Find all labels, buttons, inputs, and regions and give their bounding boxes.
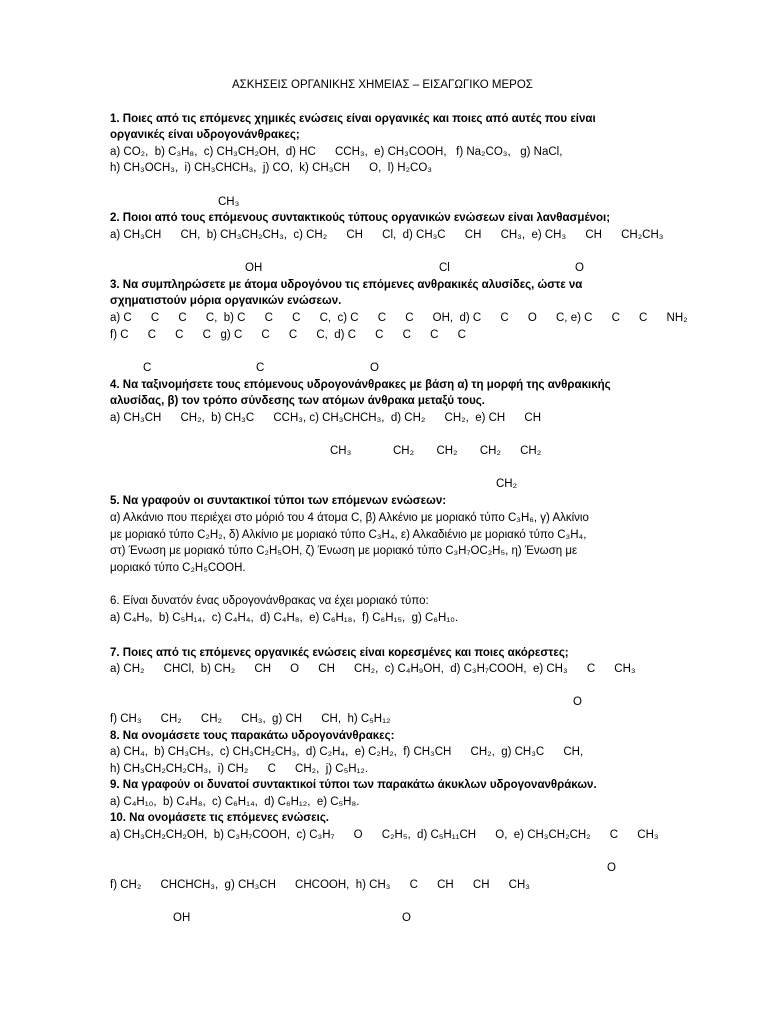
exercise-9-question: 9. Να γραφούν οι δυνατοί συντακτικοί τύποι των παρακάτω άκυκλων υδρογονανθράκων. <box>110 779 597 791</box>
exercise-3-question: 3. Να συμπληρώσετε με άτομα υδρογόνου τις επόμενες ανθρακικές αλυσίδες, ώστε να <box>110 279 583 291</box>
exercise-3-substituent-c2: C <box>256 362 265 374</box>
exercise-4-ring-ch2-bottom: CH₂ <box>496 478 518 490</box>
exercise-4-substituent-ch3: CH₃ <box>330 445 352 457</box>
exercise-6-items: a) C₄H₉, b) C₅H₁₄, c) C₄H₄, d) C₄H₈, e) C₆H₁₈, f) C₆H₁₅, g) C₆H₁₀. <box>110 612 459 624</box>
exercise-1-items-h: h) CH₃OCH₃, i) CH₃CHCH₃, j) CO, k) CH₃CH O, l) H₂CO₃ <box>110 162 432 174</box>
exercise-10-items-f: f) CH₂ CHCHCH₃, g) CH₃CH CHCOOH, h) CH₃ C CH CH CH₃ <box>110 879 530 891</box>
exercise-9-items: a) C₄H₁₀, b) C₄H₈, c) C₆H₁₄, d) C₆H₁₂, e) C₅H₈. <box>110 796 360 808</box>
exercise-3-substituent-o: O <box>370 362 379 374</box>
exercise-7-items-f: f) CH₃ CH₂ CH₂ CH₃, g) CH CH, h) C₅H₁₂ <box>110 713 391 725</box>
exercise-4-items: a) CH₃CH CH₂, b) CH₃C CCH₃, c) CH₃CHCH₃, d) CH₂ CH₂, e) CH CH <box>110 412 542 424</box>
exercise-3-items-a: a) C C C C, b) C C C C, c) C C C OH, d) C C O C, e) C C C NH₂ <box>110 312 688 324</box>
exercise-10-substituent-oh: OH <box>173 912 191 924</box>
exercise-5-question: 5. Να γραφούν οι συντακτικοί τύποι των επόμενων ενώσεων: <box>110 495 447 507</box>
exercise-2-substituent-o: O <box>575 262 584 274</box>
exercise-10-items-a: a) CH₃CH₂CH₂OH, b) C₃H₇COOH, c) C₃H₇ O C₂H₅, d) C₅H₁₁CH O, e) CH₃CH₂CH₂ C CH₃ <box>110 829 659 841</box>
exercise-4-ring-ch2: CH₂ CH₂ CH₂ CH₂ <box>393 445 542 457</box>
exercise-10-substituent-o: O <box>607 862 616 874</box>
exercise-4-question: 4. Να ταξινομήσετε τους επόμενους υδρογονάνθρακες με βάση α) τη μορφή της ανθρακικής <box>110 379 611 391</box>
exercise-7-substituent-o: O <box>573 696 582 708</box>
exercise-1-items-a: a) CO₂, b) C₃H₈, c) CH₃CH₂OH, d) HC CCH₃, e) CH₃COOH, f) Na₂CO₃, g) NaCl, <box>110 146 563 158</box>
exercise-3-substituent-c1: C <box>143 362 152 374</box>
exercise-8-items-a: a) CH₄, b) CH₃CH₃, c) CH₃CH₂CH₃, d) C₂H₄, e) C₂H₂, f) CH₃CH CH₂, g) CH₃C CH, <box>110 746 584 758</box>
exercise-3-question-cont: σχηματιστούν μόρια οργανικών ενώσεων. <box>110 295 342 307</box>
exercise-2-substituent-cl: Cl <box>439 262 450 274</box>
exercise-10-substituent-o2: O <box>402 912 411 924</box>
exercise-2-substituent-oh: OH <box>245 262 263 274</box>
exercise-8-items-h: h) CH₃CH₂CH₂CH₃, i) CH₂ C CH₂, j) C₅H₁₂. <box>110 763 369 775</box>
exercise-3-items-f: f) C C C C g) C C C C, d) C C C C C <box>110 329 466 341</box>
exercise-7-items-a: a) CH₂ CHCl, b) CH₂ CH O CH CH₂, c) C₄H₉OH, d) C₃H₇COOH, e) CH₃ C CH₃ <box>110 663 636 675</box>
page-title: ΑΣΚΗΣΕΙΣ ΟΡΓΑΝΙΚΗΣ ΧΗΜΕΙΑΣ – ΕΙΣΑΓΩΓΙΚΟ ΜΕΡΟΣ <box>232 79 533 91</box>
exercise-4-question-cont: αλυσίδας, β) τον τρόπο σύνδεσης των ατόμων άνθρακα μεταξύ τους. <box>110 395 485 407</box>
exercise-5-text-2: με μοριακό τύπο C₂H₂, δ) Αλκίνιο με μοριακό τύπο C₃H₄, ε) Αλκαδιένιο με μοριακό τύπο C₃H₄, <box>110 529 587 541</box>
exercise-2-substituent: CH₃ <box>218 196 240 208</box>
exercise-1-question: 1. Ποιες από τις επόμενες χημικές ενώσεις είναι οργανικές και ποιες από αυτές που είναι <box>110 113 596 125</box>
exercise-2-question: 2. Ποιοι από τους επόμενους συντακτικούς τύπους οργανικών ενώσεων είναι λανθασμένοι; <box>110 212 611 224</box>
exercise-5-text-1: α) Αλκάνιο που περιέχει στο μόριό του 4 άτομα C, β) Αλκένιο με μοριακό τύπο C₃H₆, γ) Αλκίνιο <box>110 512 589 524</box>
exercise-5-text-3: στ) Ένωση με μοριακό τύπο C₂H₅OH, ζ) Ένωση με μοριακό τύπο C₃H₇OC₂H₅, η) Ένωση με <box>110 545 578 557</box>
exercise-6-question: 6. Είναι δυνατόν ένας υδρογονάνθρακας να έχει μοριακό τύπο: <box>110 595 429 607</box>
exercise-8-question: 8. Να ονομάσετε τους παρακάτω υδρογονάνθρακες: <box>110 730 395 742</box>
exercise-2-items: a) CH₃CH CH, b) CH₃CH₂CH₃, c) CH₂ CH Cl, d) CH₃C CH CH₃, e) CH₃ CH CH₂CH₃ <box>110 229 664 241</box>
exercise-7-question: 7. Ποιες από τις επόμενες οργανικές ενώσεις είναι κορεσμένες και ποιες ακόρεστες; <box>110 647 569 659</box>
exercise-5-text-4: μοριακό τύπο C₂H₅COOH. <box>110 562 246 574</box>
exercise-10-question: 10. Να ονομάσετε τις επόμενες ενώσεις. <box>110 812 329 824</box>
exercise-1-question-cont: οργανικές είναι υδρογονάνθρακες; <box>110 129 300 141</box>
